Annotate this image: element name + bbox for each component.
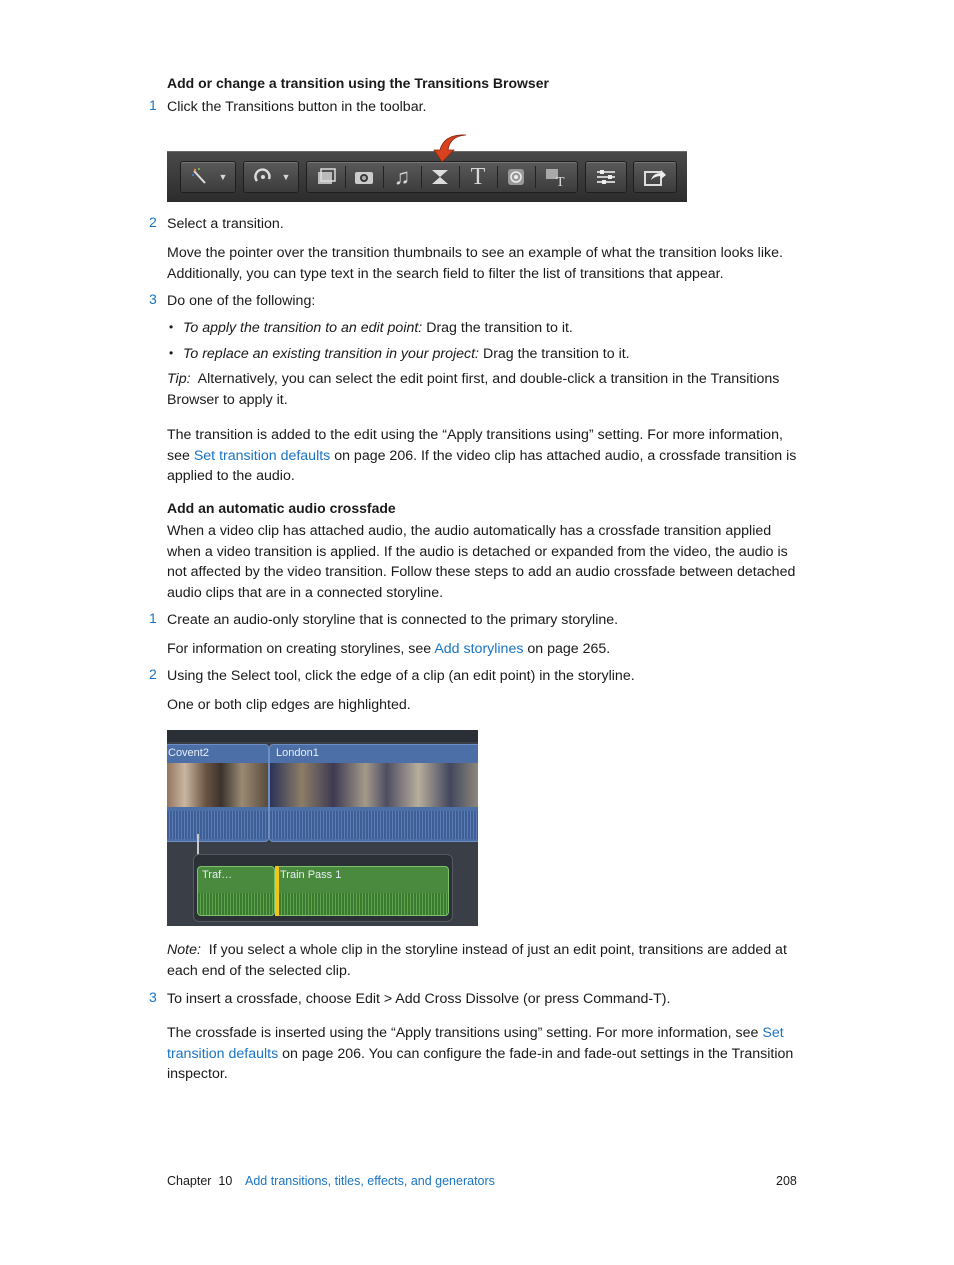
paragraph-text: on page 206. If the video clip has attached audio, a crossfade transition is applied to the audio.	[167, 447, 797, 485]
bullet-icon: •	[169, 346, 174, 360]
enhancements-button	[180, 161, 236, 193]
step-text: Using the Select tool, click the edge of a clip (an edit point) in the storyline.	[167, 668, 635, 684]
paragraph-text: on page 206. You can configure the fade-in and fade-out settings in the Transition inspector.	[167, 1045, 794, 1083]
divider	[535, 166, 536, 188]
audio-waveform	[198, 893, 274, 915]
clip-name: Train Pass 1	[280, 869, 342, 881]
bullet-lead: To replace an existing transition in your project:	[183, 346, 479, 362]
paragraph-text: For information on creating storylines, see	[167, 641, 435, 657]
paragraph-text: on page 265.	[523, 641, 611, 657]
paragraph-text: The crossfade is inserted using the “Apply transitions using” setting. For more information, see	[167, 1025, 763, 1041]
divider	[345, 166, 346, 188]
selected-edit-point	[275, 866, 279, 916]
divider	[459, 166, 460, 188]
set-transition-defaults-link[interactable]: Set transition defaults	[167, 1025, 784, 1062]
bullet-item	[183, 318, 803, 339]
set-transition-defaults-link[interactable]: Set transition defaults	[193, 447, 331, 464]
bullet-icon: •	[169, 320, 174, 334]
step-text: Select a transition.	[167, 216, 284, 232]
step-number: 1	[149, 610, 157, 626]
paragraph: When a video clip has attached audio, the audio automatically has a crossfade transition applied when a video transition is applied. If the audio is detached or expanded from the video, the audio is not affected by the video transition. Follow these steps to add an audio crossfade between detached audio clips that are in a connected storyline.	[167, 523, 796, 602]
retime-icon	[248, 162, 278, 192]
music-icon: ♫	[393, 164, 411, 189]
page-number: 208	[776, 1174, 797, 1188]
chevron-down-icon: ▼	[218, 172, 228, 182]
clip-thumbnails	[270, 763, 478, 807]
inspector-button	[585, 161, 627, 193]
bullet-text: Drag the transition to it.	[479, 346, 630, 362]
titles-icon: T	[470, 163, 486, 190]
footer-chapter-label: Chapter 10	[167, 1174, 233, 1188]
connection-line	[197, 834, 199, 856]
note-paragraph	[167, 940, 803, 981]
step-number: 1	[149, 97, 157, 113]
paragraph	[167, 1023, 799, 1085]
inspector-icon	[589, 162, 623, 192]
note-label: Note:	[167, 942, 201, 958]
step-number: 2	[149, 214, 157, 230]
step-text: Click the Transitions button in the toolbar.	[167, 99, 427, 115]
browsers-group	[306, 161, 578, 193]
divider	[421, 166, 422, 188]
section-heading-transitions-browser: Add or change a transition using the Transitions Browser	[167, 75, 549, 91]
svg-text:T: T	[556, 175, 565, 187]
share-icon	[638, 162, 672, 192]
audio-clip	[275, 866, 449, 916]
clip-name: London1	[276, 747, 319, 759]
photos-icon	[347, 162, 381, 192]
note-text: If you select a whole clip in the storyline instead of just an edit point, transitions are added at each end of the selected clip.	[167, 942, 791, 979]
paragraph: One or both clip edges are highlighted.	[167, 697, 411, 713]
footer-chapter-title-link[interactable]: Add transitions, titles, effects, and generators	[245, 1174, 495, 1188]
clip-name: Traf…	[202, 869, 233, 881]
step-text: To insert a crossfade, choose Edit > Add Cross Dissolve (or press Command-T).	[167, 991, 671, 1007]
bullet-item	[183, 344, 803, 365]
step-number: 3	[149, 989, 157, 1005]
themes-icon	[537, 162, 575, 192]
clip-thumbnails	[167, 763, 268, 807]
video-clip	[167, 744, 269, 842]
timeline-ruler	[167, 730, 478, 742]
step-number: 3	[149, 291, 157, 307]
paragraph	[167, 425, 799, 487]
add-storylines-link[interactable]: Add storylines	[434, 641, 524, 657]
paragraph: Move the pointer over the transition thumbnails to see an example of what the transition looks like. Additionally, you can type text in the search field to filter the list of transitions that appear.	[167, 245, 783, 282]
divider	[497, 166, 498, 188]
step-text: Do one of the following:	[167, 293, 316, 309]
step-number: 2	[149, 666, 157, 682]
audio-waveform	[270, 811, 478, 839]
video-clip	[269, 744, 478, 842]
clip-name: Covent2	[168, 747, 209, 759]
divider	[383, 166, 384, 188]
retime-button	[243, 161, 299, 193]
toolbar-screenshot	[167, 151, 687, 202]
audio-clip	[197, 866, 275, 916]
bullet-text: Drag the transition to it.	[422, 320, 573, 336]
paragraph	[167, 639, 799, 660]
transitions-icon	[423, 162, 457, 192]
tip-paragraph	[167, 369, 799, 410]
bullet-lead: To apply the transition to an edit point:	[183, 320, 423, 336]
audio-waveform	[276, 893, 448, 915]
tip-label: Tip:	[167, 371, 191, 387]
paragraph-text: The transition is added to the edit using the “Apply transitions using” setting. For more information, see	[167, 427, 783, 464]
audio-waveform	[167, 811, 268, 839]
timeline-screenshot	[167, 730, 478, 926]
generators-icon	[499, 162, 533, 192]
media-browser-icon	[309, 162, 343, 192]
section-heading-audio-crossfade: Add an automatic audio crossfade	[167, 500, 396, 516]
share-button	[633, 161, 677, 193]
step-text: Create an audio-only storyline that is connected to the primary storyline.	[167, 612, 619, 628]
magic-wand-icon	[185, 162, 215, 192]
chevron-down-icon: ▼	[281, 172, 291, 182]
pointer-arrow-icon	[430, 132, 470, 164]
tip-text: Alternatively, you can select the edit point first, and double-click a transition in the Transitions Browser to apply it.	[167, 371, 784, 408]
